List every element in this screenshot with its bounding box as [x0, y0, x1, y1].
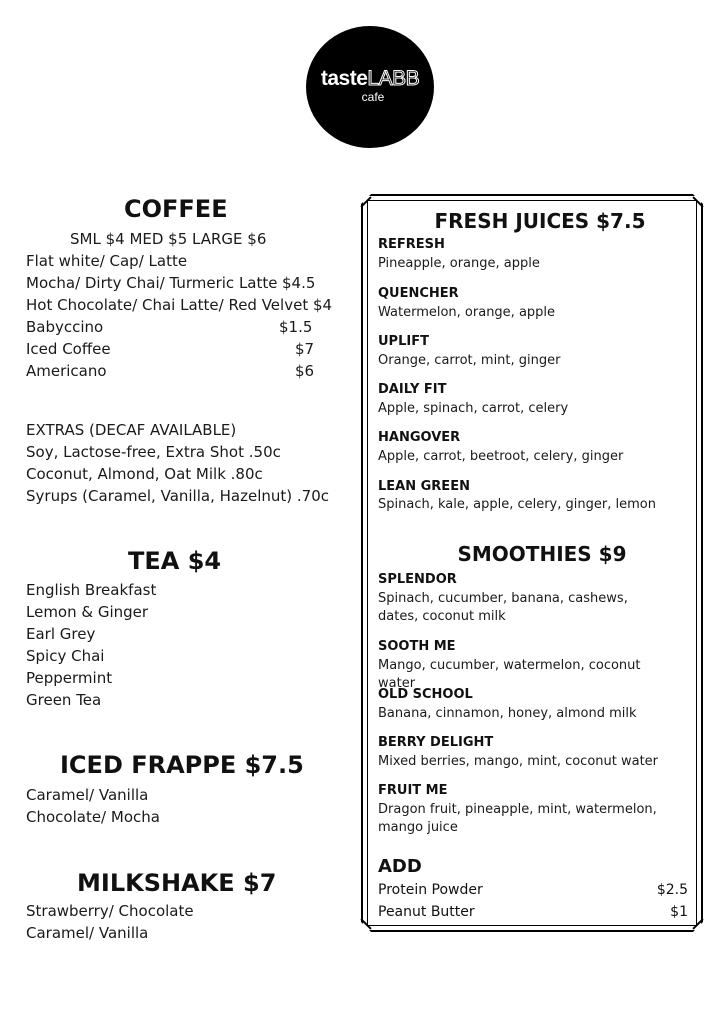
add-item-name: Protein Powder: [378, 882, 483, 898]
juice-name: LEAN GREEN: [378, 479, 470, 494]
smoothie-desc: Banana, cinnamon, honey, almond milk: [378, 706, 637, 721]
frappe-item: Chocolate/ Mocha: [26, 808, 160, 826]
milkshake-item: Strawberry/ Chocolate: [26, 902, 194, 920]
coffee-item: Hot Chocolate/ Chai Latte/ Red Velvet $4: [26, 296, 333, 314]
smoothie-name: SOOTH ME: [378, 639, 456, 654]
tea-item: Spicy Chai: [26, 647, 105, 665]
extras-heading: EXTRAS (DECAF AVAILABLE): [26, 421, 237, 439]
coffee-item-price: $7: [295, 340, 315, 358]
coffee-item: Babyccino: [26, 318, 104, 336]
smoothie-name: OLD SCHOOL: [378, 687, 473, 702]
coffee-item: Mocha/ Dirty Chai/ Turmeric Latte: [26, 274, 278, 292]
smoothies-heading: SMOOTHIES $9: [457, 542, 627, 566]
tea-heading: TEA $4: [128, 547, 222, 575]
juice-name: HANGOVER: [378, 430, 461, 445]
logo-brand: tasteLABB: [320, 67, 420, 90]
smoothie-desc: Spinach, cucumber, banana, cashews, dates, coconut milk: [378, 591, 628, 624]
smoothie-name: BERRY DELIGHT: [378, 735, 494, 750]
tea-item: English Breakfast: [26, 581, 157, 599]
juice-name: QUENCHER: [378, 286, 459, 301]
coffee-item-price: $4: [312, 296, 333, 314]
extras-item: Syrups (Caramel, Vanilla, Hazelnut) .70c: [26, 487, 329, 505]
extras-item: Coconut, Almond, Oat Milk .80c: [26, 465, 263, 483]
juice-name: UPLIFT: [378, 334, 429, 349]
coffee-item: Americano: [26, 362, 107, 380]
juice-name: REFRESH: [378, 237, 445, 252]
frappe-heading: ICED FRAPPE $7.5: [60, 751, 304, 779]
juice-desc: Orange, carrot, mint, ginger: [378, 353, 561, 368]
juice-desc: Pineapple, orange, apple: [378, 256, 540, 271]
tea-item: Green Tea: [26, 691, 102, 709]
coffee-heading: COFFEE: [124, 195, 228, 223]
frappe-item: Caramel/ Vanilla: [26, 786, 149, 804]
juice-desc: Watermelon, orange, apple: [378, 305, 556, 320]
milkshake-heading: MILKSHAKE $7: [77, 869, 277, 897]
coffee-item-price: $1.5: [279, 318, 313, 336]
juice-desc: Apple, carrot, beetroot, celery, ginger: [378, 449, 624, 464]
cafe-logo: [306, 26, 434, 148]
add-item-name: Peanut Butter: [378, 904, 475, 920]
juice-desc: Apple, spinach, carrot, celery: [378, 401, 569, 416]
juice-desc: Spinach, kale, apple, celery, ginger, lemon: [378, 497, 656, 512]
coffee-sizes: SML $4 MED $5 LARGE $6: [70, 230, 267, 248]
smoothie-desc: Mixed berries, mango, mint, coconut water: [378, 754, 659, 769]
logo-subtitle: cafe: [361, 90, 385, 104]
add-item-price: $1: [670, 904, 688, 920]
smoothie-desc: Dragon fruit, pineapple, mint, watermelon, mango juice: [378, 802, 657, 835]
coffee-item: Flat white/ Cap/ Latte: [26, 252, 188, 270]
add-heading: ADD: [378, 856, 422, 877]
coffee-item-price: $4.5: [282, 274, 316, 292]
coffee-item-price: $6: [295, 362, 315, 380]
smoothie-name: SPLENDOR: [378, 572, 457, 587]
coffee-item: Iced Coffee: [26, 340, 111, 358]
juice-name: DAILY FIT: [378, 382, 447, 397]
juices-heading: FRESH JUICES $7.5: [434, 209, 646, 233]
tea-item: Lemon & Ginger: [26, 603, 149, 621]
smoothie-desc: Mango, cucumber, watermelon, coconut water: [378, 658, 641, 691]
smoothie-name: FRUIT ME: [378, 783, 448, 798]
extras-item: Soy, Lactose-free, Extra Shot .50c: [26, 443, 281, 461]
milkshake-item: Caramel/ Vanilla: [26, 924, 149, 942]
tea-item: Peppermint: [26, 669, 113, 687]
tea-item: Earl Grey: [26, 625, 96, 643]
add-item-price: $2.5: [656, 882, 688, 898]
